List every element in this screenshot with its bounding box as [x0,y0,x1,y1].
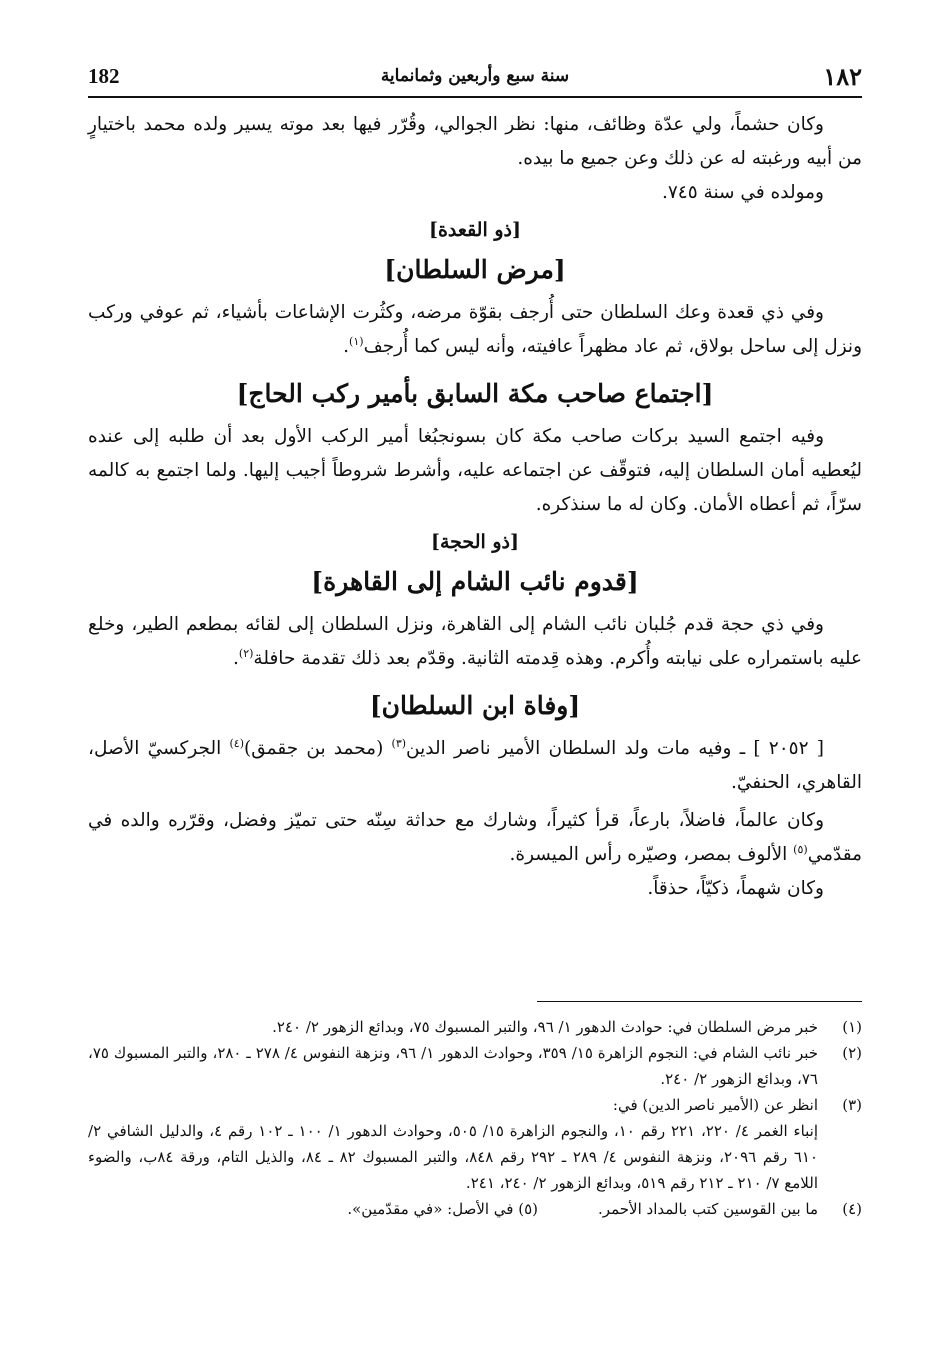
footnote-ref: (٤) [229,736,244,750]
biography-entry [88,732,862,800]
paragraph-end: . [233,648,239,669]
footnote-number: (٢) [842,1044,862,1062]
paragraph-text: وكان عالماً، فاضلاً، بارعاً، قرأ كثيراً، وشارك مع حداثة سِنّه حتى تميّز وفضل، وقرّره والده في مقدّمي [88,810,862,865]
footnote-text: خبر نائب الشام في: النجوم الزاهرة ١٥/ ٣٥٩، وحوادث الدهور ١/ ٩٦، ونزهة النفوس ٤/ ٢٧٨ ـ ٢٨٠، والتبر المسبوك ٧٥، ٧٦، وبدائع الزهور ٢/ ٢٤٠. [88,1044,819,1088]
month-heading: [ذو القعدة] [428,219,521,241]
paragraph-text: وفي ذي حجة قدم جُلبان نائب الشام إلى القاهرة، ونزل السلطان إلى لقائه بمطعم الطير، وخلع عليه باستمراره على نيابته وأُكرم. وهذه قِدمته الثانية. وقدّم بعد ذلك تقدمة حافلة [88,614,862,669]
footnote-text: إنباء الغمر ٤/ ٢٢٠، ٢٢١ رقم ١٠، والنجوم الزاهرة ١٥/ ٥٠٥، وحوادث الدهور ١/ ١٠٠ ـ ١٠٢ رقم ٤، والدليل الشافي ٢/ ٦١٠ رقم ٢٠٩٦، ونزهة النفوس ٤/ ٢٨٩ ـ ٢٩٢ رقم ٨٤٨، والتبر المسبوك ٨٢ ـ ٨٤، والذيل التام، ورقة ٨٤ب، والضوء اللامع ٧/ ٢١٠ ـ ٢١٢ رقم ٥١٩، وبدائع الزهور ٢/ ٢٤٠، ٢٤١. [88,1122,819,1192]
paragraph [88,804,862,872]
footnote [88,1196,862,1222]
footnote-text: خبر مرض السلطان في: حوادث الدهور ١/ ٩٦، والتبر المسبوك ٧٥، وبدائع الزهور ٢/ ٢٤٠. [272,1018,818,1036]
paragraph-text: وفي ذي قعدة وعك السلطان حتى أُرجف بقوّة مرضه، وكثُرت الإشاعات بأشياء، ثم عوفي وركب ونزل إلى ساحل بولاق، ثم عاد مظهراً عافيته، وأنه ليس كما أُرجف [88,302,862,357]
paragraph: وفيه اجتمع السيد بركات صاحب مكة كان بسونجبُغا أمير الركب الأول بعد أن طلبه إلى عنده ليُعطيه أمان السلطان إليه، فتوقّف عن اجتماعه عليه، وأشرط شروطاً أجيب إليها. ولما اجتمع به كالمه سرّاً، ثم أعطاه الأمان. وكان له ما سنذكره. [88,426,862,515]
paragraph: ومولده في سنة ٧٤٥. [661,182,824,203]
page-number-latin: 182 [88,64,120,88]
section-heading: [اجتماع صاحب مكة السابق بأمير ركب الحاج] [236,379,714,408]
entry-name: (محمد بن جقمق) [244,738,392,759]
entry-text: الجركسيّ الأصل، القاهري، الحنفيّ. [88,738,862,793]
paragraph-end: . [343,336,350,357]
footnote-ref: (٣) [391,736,407,750]
footnote-row [88,1196,818,1222]
paragraph [88,608,862,676]
footnote-ref: (٥) [793,842,808,856]
main-text [88,108,862,906]
paragraph [88,296,862,364]
month-heading: [ذو الحجة] [430,531,519,553]
footnote-ref: (١) [349,334,364,348]
entry-text: [ ٢٠٥٢ ] ـ وفيه مات ولد السلطان الأمير ناصر الدين [406,738,824,759]
footnote-text: (٥) في الأصل: «في مقدّمين». [347,1200,539,1218]
footnote-number: (٤) [842,1200,862,1218]
page-number-arabic: ١٨٢ [823,62,862,91]
section-heading: [وفاة ابن السلطان] [369,691,581,720]
paragraph: وكان حشماً، ولي عدّة وظائف، منها: نظر الجوالي، وقُرّر فيها بعد موته يسير ولده محمد باختيارٍ من أبيه ورغبته له عن ذلك وعن جميع ما بيده. [88,114,862,169]
footnote-text: ما بين القوسين كتب بالمداد الأحمر. [598,1200,818,1218]
footnote [88,1092,862,1196]
paragraph: وكان شهماً، ذكيّاً، حذقاً. [647,878,824,899]
footnote-title: انظر عن (الأمير ناصر الدين) في: [612,1096,818,1114]
footnotes [88,1014,862,1222]
footnote-number: (١) [842,1018,862,1036]
section-heading: [مرض السلطان] [384,255,566,284]
header-rule [88,96,862,98]
footnote [88,1040,862,1092]
footnote-separator [537,1001,862,1002]
running-title: سنة سبع وأربعين وثمانماية [380,66,570,86]
footnote [88,1014,862,1040]
footnote-number: (٣) [842,1096,862,1114]
section-heading: [قدوم نائب الشام إلى القاهرة] [311,567,639,596]
page-header [88,58,862,98]
paragraph-text: الألوف بمصر، وصيّره رأس الميسرة. [509,844,794,865]
footnote-ref: (٢) [238,646,254,660]
